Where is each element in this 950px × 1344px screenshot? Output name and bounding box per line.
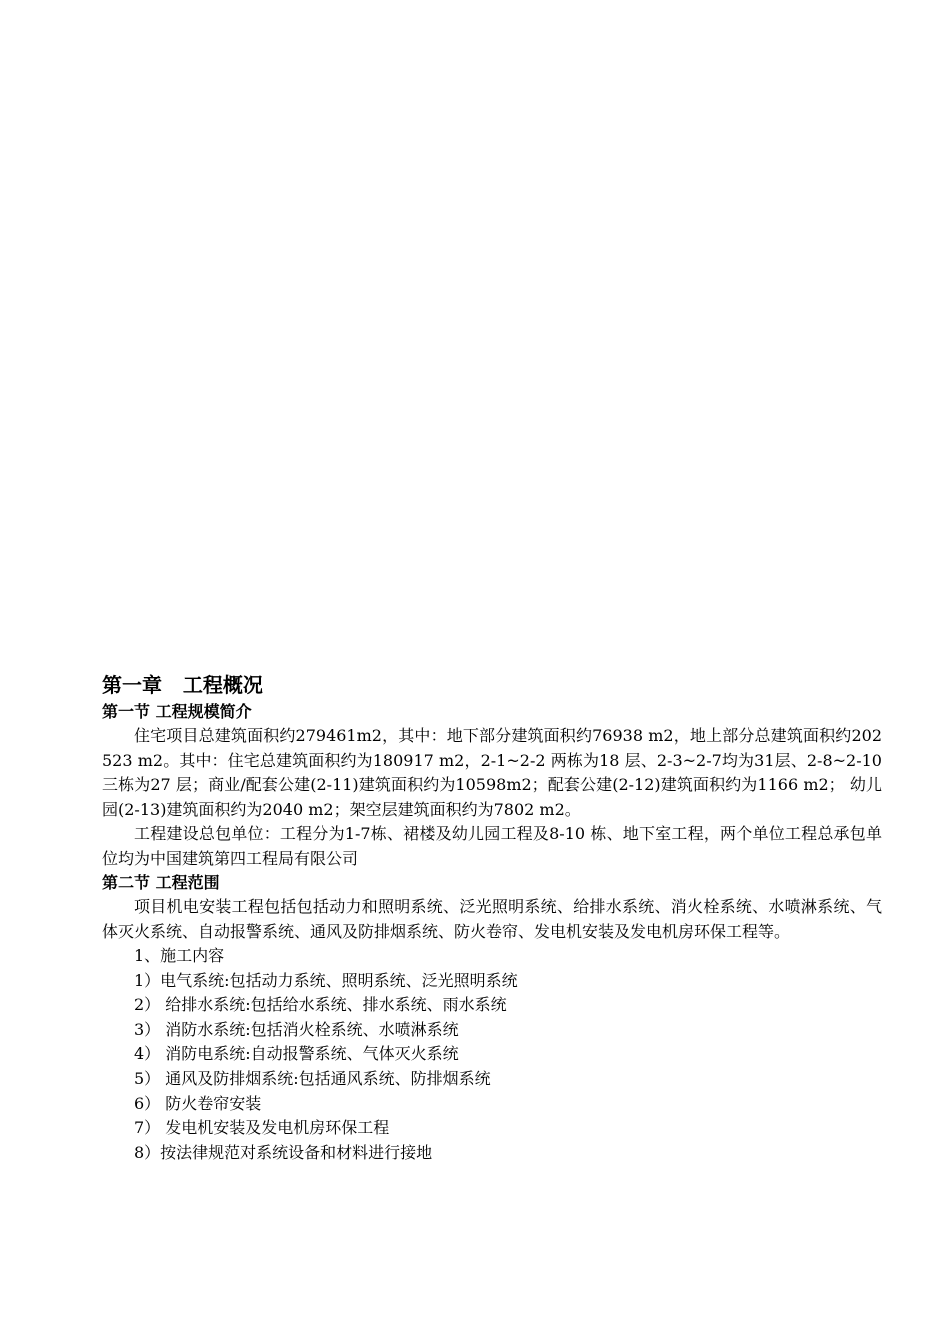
list-item: 1、施工内容 bbox=[134, 946, 225, 965]
paragraph-contractor: 工程建设总包单位：工程分为1-7栋、裙楼及幼儿园工程及8-10 栋、地下室工程，两个单位工程总承包单位均为中国建筑第四工程局有限公司 bbox=[102, 824, 882, 868]
list-item: 6） 防火卷帘安装 bbox=[134, 1093, 262, 1113]
list-item: 7） 发电机安装及发电机房环保工程 bbox=[134, 1118, 390, 1138]
section-title-scale: 第一节 工程规模简介 bbox=[102, 702, 252, 721]
chapter-title: 第一章 工程概况 bbox=[102, 673, 263, 697]
paragraph-area-summary: 住宅项目总建筑面积约279461m2，其中：地下部分建筑面积约76938 m2，地上部分总建筑面积约202523 m2。其中：住宅总建筑面积约为180917 m2，2-1~2-2 两栋为18 层、2-3~2-7均为31层、2-8~2-10三栋为27 层；商业/配套公建(2-11)建筑面积约为10598m2；配套公建(2-12)建筑面积约为1166 m2； 幼儿园(2-13)建筑面积约为2040 m2；架空层建筑面积约为7802 m2。 bbox=[102, 726, 882, 819]
list-item: 5） 通风及防排烟系统:包括通风系统、防排烟系统 bbox=[134, 1068, 491, 1088]
scope-list bbox=[102, 944, 882, 1165]
list-item: 1）电气系统:包括动力系统、照明系统、泛光照明系统 bbox=[134, 970, 518, 990]
paragraph-scope: 项目机电安装工程包括包括动力和照明系统、泛光照明系统、给排水系统、消火栓系统、水喷淋系统、气体灭火系统、自动报警系统、通风及防排烟系统、防火卷帘、发电机安装及发电机房环保工程等。 bbox=[102, 897, 882, 941]
list-item: 2） 给排水系统:包括给水系统、排水系统、雨水系统 bbox=[134, 995, 507, 1015]
list-item: 3） 消防水系统:包括消火栓系统、水喷淋系统 bbox=[134, 1019, 459, 1039]
document-body bbox=[102, 670, 882, 1165]
list-item: 4） 消防电系统:自动报警系统、气体灭火系统 bbox=[134, 1044, 459, 1064]
section-title-scope: 第二节 工程范围 bbox=[102, 873, 220, 892]
list-item: 8）按法律规范对系统设备和材料进行接地 bbox=[134, 1142, 433, 1162]
